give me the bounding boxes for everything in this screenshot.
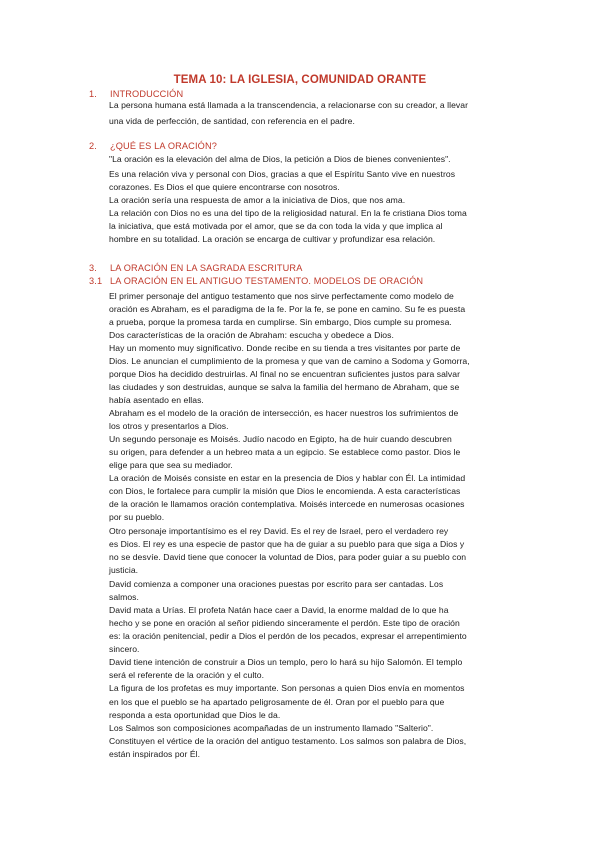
paragraph-line: Los Salmos son composiciones acompañadas de un instrumento llamado "Salterio".: [109, 723, 434, 733]
paragraph-line: a prueba, porque la promesa tarda en cumplirse. Sin embargo, Dios cumple su promesa.: [109, 317, 452, 327]
paragraph-line: es Dios. El rey es una especie de pastor que ha de guiar a su pueblo para que siga a Dios y: [109, 539, 465, 549]
subsection-3-1-heading: [89, 276, 423, 286]
paragraph-line: justicia.: [109, 565, 139, 575]
paragraph-line: La oración sería una respuesta de amor a la iniciativa de Dios, que nos ama.: [109, 195, 406, 205]
paragraph-line: será el referente de la oración y el culto.: [109, 670, 265, 680]
paragraph-line: La figura de los profetas es muy importante. Son personas a quien Dios envía en momentos: [109, 683, 465, 693]
paragraph-line: La persona humana está llamada a la transcendencia, a relacionarse con su creador, a llevar: [109, 100, 469, 110]
paragraph-line: Otro personaje importantísimo es el rey David. Es el rey de Israel, pero el verdadero rey: [109, 526, 449, 536]
paragraph-line: por su pueblo.: [109, 512, 165, 522]
paragraph-line: la iniciativa, que está motivada por el amor, que se da con toda la vida y que implica al: [109, 221, 443, 231]
paragraph-line: Abraham es el modelo de la oración de intersección, es hacer nuestros los sufrimientos de: [109, 408, 459, 418]
paragraph-line: David mata a Urías. El profeta Natán hace caer a David, la enorme maldad de lo que ha: [109, 605, 449, 615]
paragraph-line: en los que el pueblo se ha apartado peligrosamente de él. Oran por el pueblo para que: [109, 697, 445, 707]
section-2-heading: [89, 141, 217, 151]
paragraph-line: La relación con Dios no es una del tipo de la religiosidad natural. En la fe cristiana Dios toma: [109, 208, 467, 218]
paragraph-line: David comienza a componer una oraciones puestas por escrito para ser cantadas. Los: [109, 579, 444, 589]
section-title: ¿QUÉ ES LA ORACIÓN?: [110, 141, 218, 151]
paragraph-line: Es una relación viva y personal con Dios, gracias a que el Espíritu Santo vive en nuestros: [109, 169, 456, 179]
paragraph-line: El primer personaje del antiguo testamento que nos sirve perfectamente como modelo de: [109, 291, 454, 301]
paragraph-line: su origen, para defender a un hebreo mata a un egipcio. Se establece como pastor. Dios le: [109, 447, 461, 457]
paragraph-line: responda a esta oportunidad que Dios le da.: [109, 710, 281, 720]
section-title: LA ORACIÓN EN LA SAGRADA ESCRITURA: [110, 263, 303, 273]
paragraph-line: una vida de perfección, de santidad, con referencia en el padre.: [109, 116, 355, 126]
paragraph-line: Constituyen el vértice de la oración del antiguo testamento. Los salmos son palabra de Dios,: [109, 736, 467, 746]
section-1-heading: [89, 89, 183, 99]
paragraph-line: es: la oración penitencial, pedir a Dios el perdón de los pecados, expresar el arrepentimiento: [109, 631, 467, 641]
paragraph-line: Hay un momento muy significativo. Donde recibe en su tienda a tres visitantes por parte de: [109, 343, 461, 353]
paragraph-line: La oración de Moisés consiste en estar en la presencia de Dios y hablar con Él. La intimidad: [109, 473, 466, 483]
section-number: 1.: [89, 89, 97, 99]
paragraph-line: porque Dios ha decidido destruirlas. Al final no se encuentran suficientes justos para salvar: [109, 369, 460, 379]
paragraph-line: de la oración le llamamos oración contemplativa. Moisés intercede en numerosas ocasiones: [109, 499, 465, 509]
paragraph-line: había asentado en ellas.: [109, 395, 204, 405]
paragraph-line: sincero.: [109, 644, 140, 654]
section-3-heading: [89, 263, 302, 273]
paragraph-line: las ciudades y son destruidas, aunque se salva la familia del hermano de Abraham, que se: [109, 382, 460, 392]
section-number: 2.: [89, 141, 97, 151]
paragraph-line: hombre en su totalidad. La oración se encarga de cultivar y profundizar esa relación.: [109, 234, 436, 244]
paragraph-line: Dios. Le anuncian el cumplimiento de la promesa y que van de camino a Sodoma y Gomorra,: [109, 356, 470, 366]
paragraph-line: David tiene intención de construir a Dios un templo, pero lo hará su hijo Salomón. El templo: [109, 657, 463, 667]
paragraph-line: hecho y se pone en oración al señor pidiendo sinceramente el perdón. Este tipo de oración: [109, 618, 460, 628]
paragraph-line: "La oración es la elevación del alma de Dios, la petición a Dios de bienes convenientes".: [109, 154, 451, 164]
section-number: 3.: [89, 263, 97, 273]
paragraph-line: salmos.: [109, 592, 139, 602]
paragraph-line: están inspirados por Él.: [109, 749, 201, 759]
paragraph-line: con Dios, le fortalece para cumplir la misión que Dios le encomienda. A esta características: [109, 486, 461, 496]
paragraph-line: Dos características de la oración de Abraham: escucha y obedece a Dios.: [109, 330, 394, 340]
document-title: TEMA 10: LA IGLESIA, COMUNIDAD ORANTE: [173, 74, 427, 86]
paragraph-line: oración es Abraham, es el paradigma de la fe. Por la fe, se pone en camino. Su fe es puesta: [109, 304, 466, 314]
paragraph-line: no se desvíe. David tiene que conocer la voluntad de Dios, para poder guiar a su pueblo con: [109, 552, 467, 562]
subsection-title: LA ORACIÓN EN EL ANTIGUO TESTAMENTO. MODELOS DE ORACIÓN: [110, 276, 424, 286]
paragraph-line: los otros y presentarlos a Dios.: [109, 421, 229, 431]
section-title: INTRODUCCIÓN: [110, 89, 184, 99]
subsection-number: 3.1: [89, 276, 103, 286]
paragraph-line: elige para que sea su mediador.: [109, 460, 233, 470]
paragraph-line: corazones. Es Dios el que quiere encontrarse con nosotros.: [109, 182, 340, 192]
paragraph-line: Un segundo personaje es Moisés. Judío nacodo en Egipto, ha de huir cuando descubren: [109, 434, 452, 444]
